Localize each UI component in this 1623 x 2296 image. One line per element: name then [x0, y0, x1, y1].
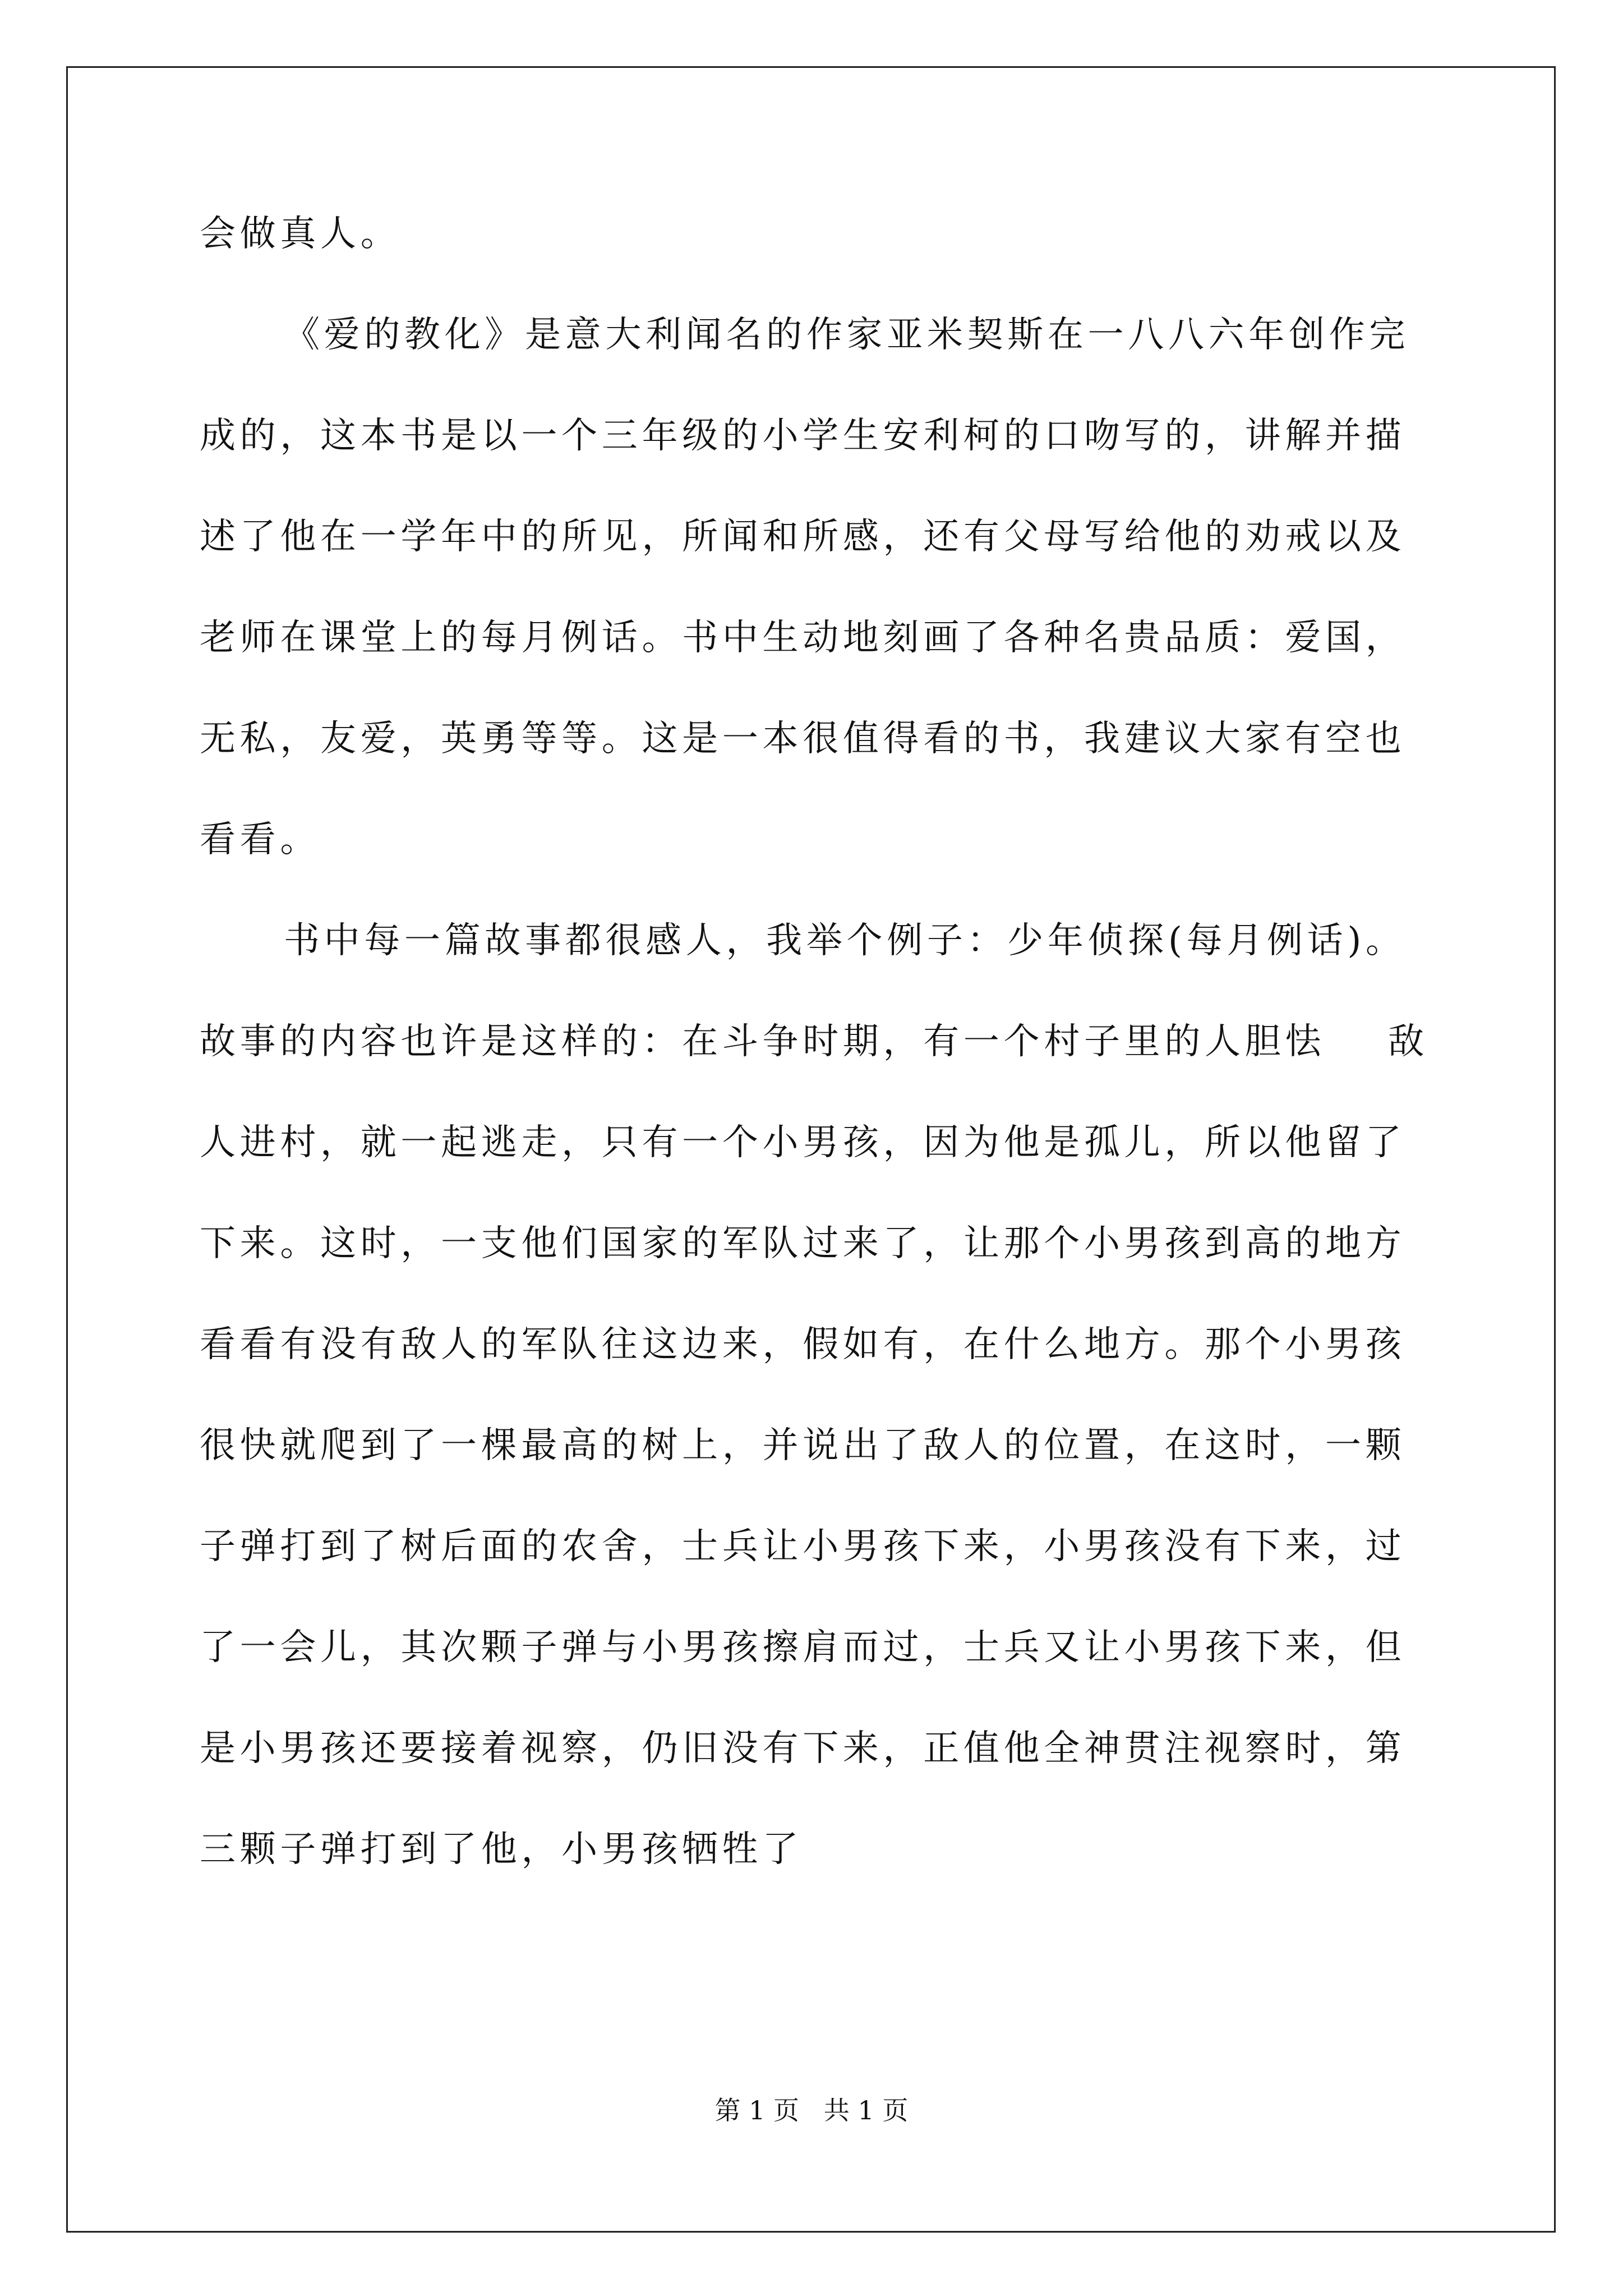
text-line: 无私，友爱，英勇等等。这是一本很值得看的书，我建议大家有空也: [200, 718, 1406, 760]
paragraph-start-line: 《爱的教化》是意大利闻名的作家亚米契斯在一八八六年创作完: [284, 314, 1410, 356]
text-line: 三颗子弹打到了他，小男孩牺牲了: [200, 1829, 803, 1870]
text-line: 老师在课堂上的每月例话。书中生动地刻画了各种名贵品质：爱国，: [200, 617, 1406, 659]
text-line: 会做真人。: [200, 213, 401, 255]
page-number-footer: 第 1 页 共 1 页: [714, 2095, 909, 2125]
text-line: 看看。: [200, 819, 321, 861]
document-body: [200, 209, 1433, 1925]
text-line: 子弹打到了树后面的农舍，士兵让小男孩下来，小男孩没有下来，过: [200, 1526, 1406, 1567]
text-line: 下来。这时，一支他们国家的军队过来了，让那个小男孩到高的地方: [200, 1223, 1406, 1264]
text-line: 很快就爬到了一棵最高的树上，并说出了敌人的位置，在这时，一颗: [200, 1425, 1406, 1466]
text-line: 看看有没有敌人的军队往这边来，假如有，在什么地方。那个小男孩: [200, 1324, 1406, 1365]
text-line: 了一会儿，其次颗子弹与小男孩擦肩而过，士兵又让小男孩下来，但: [200, 1627, 1406, 1668]
text-line: 述了他在一学年中的所见，所闻和所感，还有父母写给他的劝戒以及: [200, 516, 1406, 558]
text-line: 是小男孩还要接着视察，仍旧没有下来，正值他全神贯注视察时，第: [200, 1728, 1406, 1769]
text-line: 人进村，就一起逃走，只有一个小男孩，因为他是孤儿，所以他留了: [200, 1122, 1406, 1163]
text-line: 故事的内容也许是这样的：在斗争时期，有一个村子里的人胆怯 敌: [200, 1021, 1428, 1062]
paragraph-start-line: 书中每一篇故事都很感人，我举个例子：少年侦探(每月例话)。: [284, 920, 1406, 961]
text-line: 成的，这本书是以一个三年级的小学生安利柯的口吻写的，讲解并描: [200, 415, 1406, 457]
